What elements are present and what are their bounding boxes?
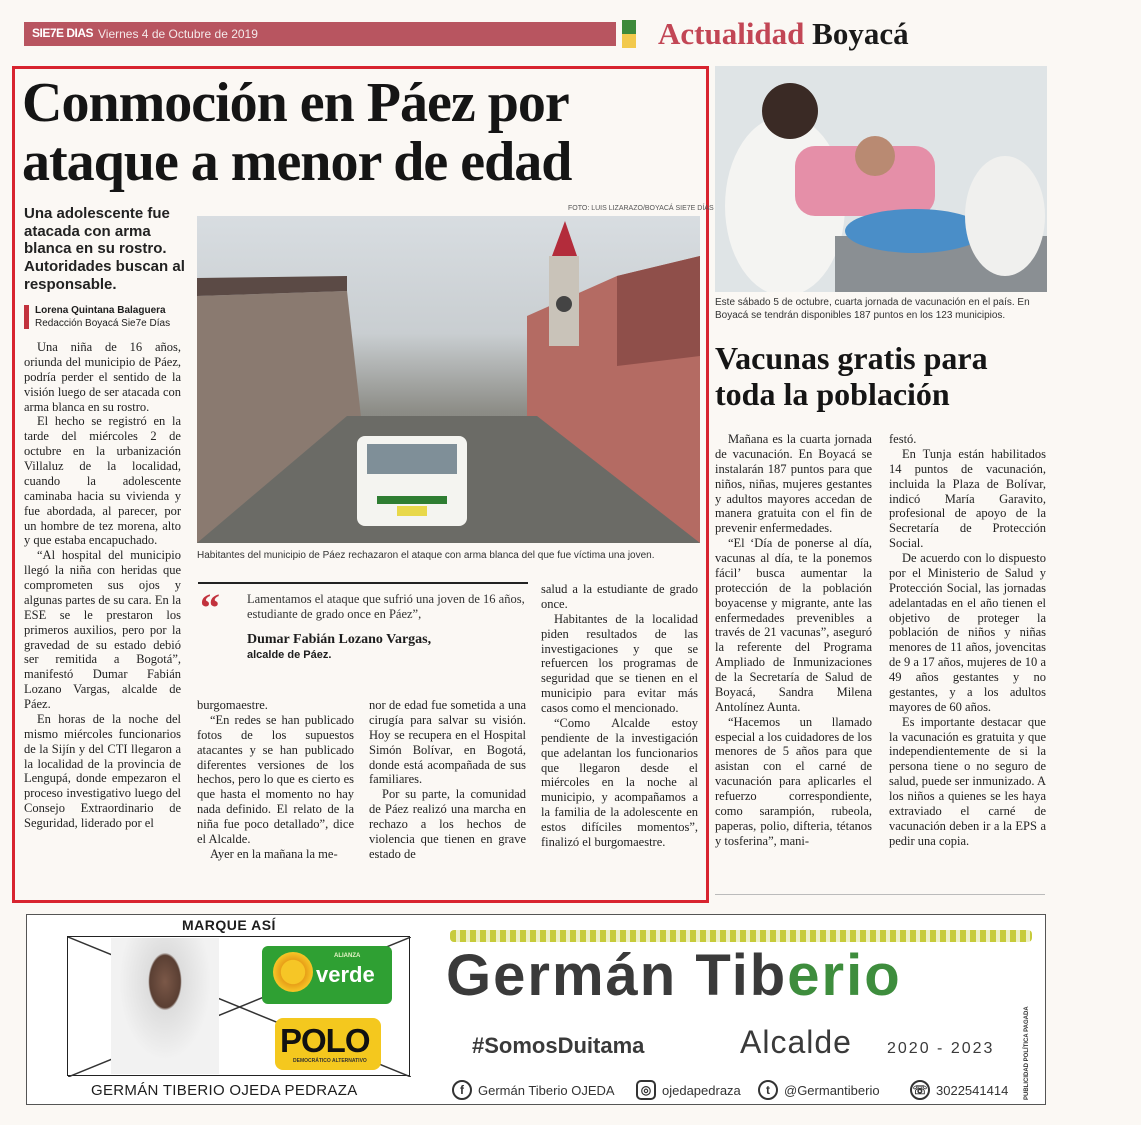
- alianza-verde-small: ALIANZA: [334, 953, 361, 959]
- paragraph: Mañana es la cuarta jornada de vacunación. En Boyacá se instalarán 187 puntos para que niños, niñas, mujeres gestantes y adultos mayores accedan de manera gratuita con el fin de prevenir enfermedades.: [715, 432, 872, 536]
- paragraph: El hecho se registró en la tarde del miércoles 2 de octubre en la urbanización Villaluz de la localidad, cuando la adolescente caminaba hacia su vivienda y fue abordada, al parecer, por un hombre de tez morena, alto y que estaba encapuchado.: [24, 414, 181, 548]
- paragraph: “Como Alcalde estoy pendiente de la investigación que adelantan los funcionarios que llegaron desde el miércoles en la noche al municipio, y acompañamos a la familia de la adolescente en estos difíciles momentos”, finalizó el burgomaestre.: [541, 715, 698, 849]
- paid-ad-notice: PUBLICIDAD POLÍTICA PAGADA: [1024, 1006, 1030, 1100]
- facebook-handle: Germán Tiberio OJEDA: [478, 1083, 615, 1098]
- pull-quote-name: Dumar Fabián Lozano Vargas,: [247, 632, 432, 647]
- ad-hashtag: #SomosDuitama: [472, 1033, 645, 1058]
- paragraph: burgomaestre.: [197, 698, 268, 712]
- pull-quote-text: Lamentamos el ataque que sufrió una joven de 16 años, estudiante de grado once en Páez”,: [247, 592, 525, 622]
- ad-alcalde: Alcalde: [740, 1024, 852, 1060]
- paragraph: “En redes se han publicado fotos de los supuestos atacantes y se han publicado diferentes versiones de los hechos, pero lo que es cierto es que hasta el momento no hay nada definido. El relato de la niña fue poco detallado”, dice el Alcalde.: [197, 712, 354, 846]
- twitter-handle: @Germantiberio: [784, 1083, 880, 1098]
- instagram-handle: ojedapedraza: [662, 1083, 741, 1098]
- vaccination-caption: Este sábado 5 de octubre, cuarta jornada de vacunación en el país. En Boyacá se tendrán disponibles 187 puntos en los 123 municipios.: [715, 297, 1030, 321]
- paragraph: Ayer en la mañana la me-: [210, 846, 338, 861]
- main-dek: Una adolescente fue atacada con arma blanca en su rostro. Autoridades buscan al responsable.: [24, 205, 185, 293]
- ad-years: 2020 - 2023: [887, 1040, 995, 1057]
- photo-caption: Habitantes del municipio de Páez rechazaron el ataque con arma blanca del que fue víctima una joven.: [197, 550, 655, 561]
- quote-mark-icon: “: [200, 585, 220, 630]
- main-col-1: [24, 340, 181, 831]
- paragraph: “Al hospital del municipio llegó la niña con heridas que comprometen sus ojos y algunas partes de su cara. En la ESE se le prestaron los primeros auxilios, pero por la gravedad de su estado debió ser remitida a Bogotá”, manifestó Dumar Fabián Lozano Vargas, alcalde de Páez.: [24, 548, 181, 711]
- paragraph: De acuerdo con lo dispuesto por el Ministerio de Salud y Protección Social, las jornadas adelantadas en el año tienen el objetivo de proteger la población de niños y niñas menores de 11 años, jovencitas de 9 a 17 años, mujeres de 10 a 49 años gestantes y no gestantes, y a los adultos mayores de 60 años.: [889, 551, 1046, 714]
- instagram-icon: ◎: [636, 1080, 656, 1100]
- paragraph: En Tunja están habilitados 14 puntos de vacunación, incluida la Plaza de Bolívar, indicó María Garavito, profesional de apoyo de la Secretaría de Protección Social.: [889, 446, 1046, 551]
- byline-mark: [24, 305, 29, 329]
- garland-decoration: [450, 930, 1032, 942]
- paragraph: “Hacemos un llamado especial a los cuidadores de los menores de 5 años para que asistan con el carné de vacunación para aplicarles el refuerzo correspondiente, como sarampión, rubeola, paperas, polio, difteria, tétanos y tosferina”, mani-: [715, 714, 872, 848]
- pull-quote-role: alcalde de Páez.: [247, 649, 332, 661]
- candidate-photo: [111, 938, 219, 1074]
- side-headline: Vacunas gratis para toda la población: [715, 340, 988, 413]
- author-name: Lorena Quintana Balaguera: [35, 305, 166, 316]
- ad-marque-label: MARQUE ASÍ: [182, 917, 276, 933]
- side-col-2: [889, 432, 1046, 849]
- polo-label: POLO: [280, 1022, 370, 1059]
- candidate-name: GERMÁN TIBERIO OJEDA PEDRAZA: [91, 1082, 358, 1099]
- vaccination-photo-art: [715, 66, 1047, 292]
- polo-small: DEMOCRÁTICO ALTERNATIVO: [293, 1058, 367, 1064]
- main-col-4: [541, 582, 698, 850]
- section-title: [658, 16, 909, 52]
- paragraph: salud a la estudiante de grado once.: [541, 582, 698, 611]
- alianza-verde-label: verde: [316, 962, 375, 987]
- section-title-a: Actualidad: [658, 16, 805, 51]
- main-headline: Conmoción en Páez por ataque a menor de edad: [22, 72, 572, 193]
- byline: [35, 304, 170, 330]
- main-col-2: [197, 698, 354, 862]
- paragraph: Por su parte, la comunidad de Páez realizó una marcha en rechazo a los hechos de violencia que tienen en grave estado de: [369, 787, 526, 861]
- facebook-icon: f: [452, 1080, 472, 1100]
- street-photo-art: [197, 216, 700, 543]
- ad-brand-name-a: Germán Tib: [446, 943, 788, 1008]
- twitter-icon: t: [758, 1080, 778, 1100]
- paragraph: “El ‘Día de ponerse al día, vacunas al día, te la ponemos fácil’ busca aumentar la protección de la población boyacense y migrante, ante las enfermedades prevenibles a través de 21 vacunas”, aseguró la referente del Programa Ampliado de Inmunizaciones de la Secretaría de Salud de Boyacá, Sandra Milena Antolínez Aunta.: [715, 536, 872, 714]
- main-col-3: [369, 698, 526, 862]
- brand-logo: SIE7E DIAS: [32, 26, 94, 40]
- side-col-1: [715, 432, 872, 849]
- issue-date: Viernes 4 de Octubre de 2019: [98, 27, 258, 41]
- paragraph: festó.: [889, 432, 917, 446]
- paragraph: En horas de la noche del mismo miércoles funcionarios de la Sijín y del CTI llegaron a la localidad de la provincia de Lengupá, donde empezaron el proceso investigativo luego del Consejo Extraordinario de Seguridad, liderado por el: [24, 711, 181, 830]
- street-photo: [197, 216, 700, 543]
- section-title-b: Boyacá: [812, 16, 909, 51]
- paragraph: Es importante destacar que la vacunación es gratuita y que independientemente de si la persona tiene o no seguro de salud, puede ser inmunizado. A los niños a quienes se les haya extraviado el carné de vacunación deben ir a la EPS a pedir una copia.: [889, 714, 1046, 848]
- social-row: [446, 1078, 1026, 1102]
- paragraph: nor de edad fue sometida a una cirugía para salvar su visión. Hoy se recupera en el Hospital Simón Bolívar, en Bogotá, donde está acompañada de sus familiares.: [369, 698, 526, 787]
- vaccination-photo: [715, 66, 1047, 292]
- whatsapp-icon: ☏: [910, 1080, 930, 1100]
- paragraph: Una niña de 16 años, oriunda del municipio de Páez, podría perder el sentido de la visión luego de ser atacada con arma blanca en su rostro.: [24, 340, 181, 414]
- sunflower-icon: [273, 952, 313, 992]
- whatsapp-number: 3022541414: [936, 1083, 1009, 1098]
- paragraph: Habitantes de la localidad piden resultados de las investigaciones y que se refuercen los programas de seguridad que se tienen en el municipio para evitar más casos como el mencionado.: [541, 611, 698, 715]
- flag-mark: [622, 20, 636, 48]
- ad-brand-name-b: erio: [787, 943, 902, 1008]
- photo-credit: FOTO: LUIS LIZARAZO/BOYACÁ SIE7E DÍAS: [568, 205, 714, 212]
- ad-brand-name: [446, 942, 902, 1009]
- section-divider: [715, 894, 1045, 895]
- author-role: Redacción Boyacá Sie7e Días: [35, 318, 171, 329]
